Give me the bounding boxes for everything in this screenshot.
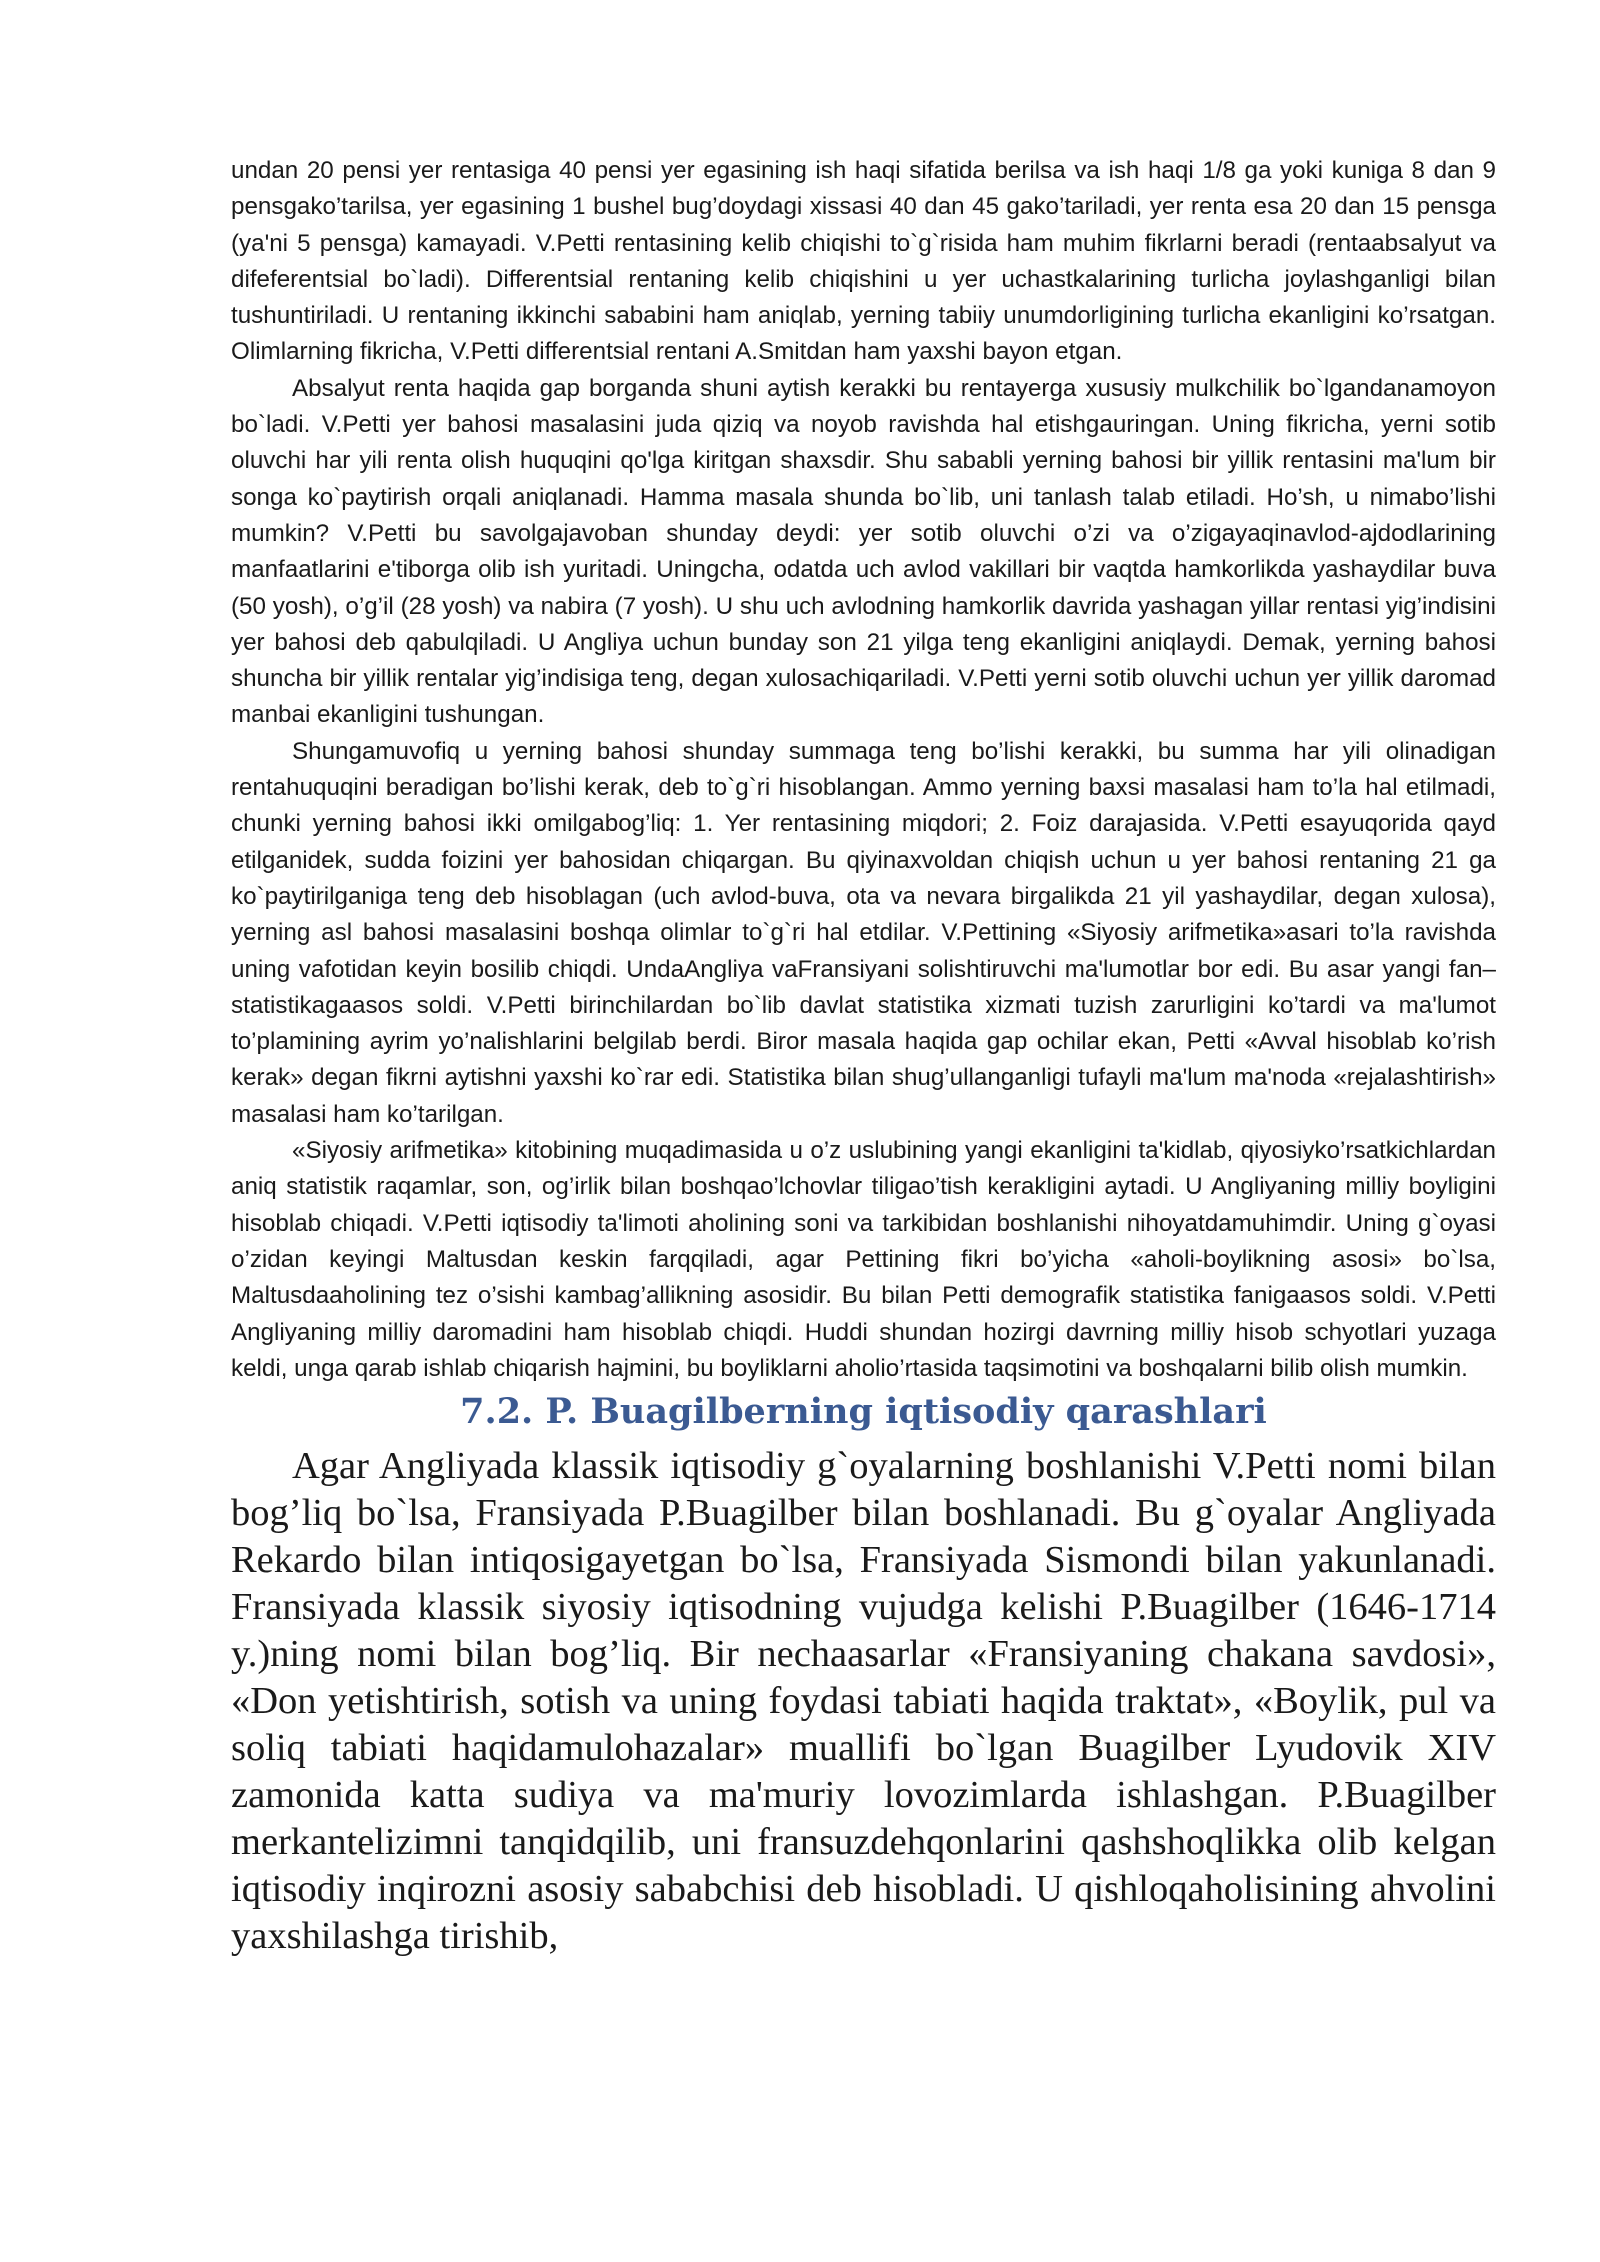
paragraph-absolute-rent: Absalyut renta haqida gap borganda shuni aytish kerakki bu rentayerga xususiy mulkchilik bo`lgandanamoyon bo`ladi. V.Petti yer bahosi masalasini juda qiziq va noyob ravishda hal etishgauringan. Uning fikricha, yerni sotib oluvchi har yili renta olish huquqini qo'lga kiritgan shaxsdir. Shu sababli yerning bahosi bir yillik rentasini ma'lum bir songa ko`paytirish orqali aniqlanadi. Hamma masala shunda bo`lib, uni tanlash talab etiladi. Ho’sh, u nimabo’lishi mumkin? V.Petti bu savolgajavoban shunday deydi: yer sotib oluvchi o’zi va o’zigayaqinavlod-ajdodlarining manfaatlarini e'tiborga olib ish yuritadi. Uningcha, odatda uch avlod vakillari bir vaqtda hamkorlikda yashaydilar buva (50 yosh), o’g’il (28 yosh) va nabira (7 yosh). U shu uch avlodning hamkorlik davrida yashagan yillar rentasi yig’indisini yer bahosi deb qabulqiladi. U Angliya uchun bunday son 21 yilga teng ekanligini aniqlaydi. Demak, yerning bahosi shuncha bir yillik rentalar yig’indisiga teng, degan xulosachiqariladi. V.Petti yerni sotib oluvchi uchun yer yillik daromad manbai ekanligini tushungan. xyxy=(231,374,1496,729)
paragraph-political-arithmetic: «Siyosiy arifmetika» kitobining muqadimasida u o’z uslubining yangi ekanligini ta'kidlab, qiyosiyko’rsatkichlardan aniq statistik raqamlar, son, og’irlik bilan boshqao’lchovlar tiligao’tish kerakligini aytadi. U Angliyaning milliy boyligini hisoblab chiqadi. V.Petti iqtisodiy ta'limoti aholining soni va tarkibidan boshlanishi nihoyatdamuhimdir. Uning g`oyasi o’zidan keyingi Maltusdan keskin farqqiladi, agar Pettining fikri bo’yicha «aholi-boylikning asosi» bo`lsa, Maltusdaaholining tez o’sishi kambag’allikning asosidir. Bu bilan Petti demografik statistika fanigaasos soldi. V.Petti Angliyaning milliy daromadini ham hisoblab chiqdi. Huddi shundan hozirgi davrning milliy hisob schyotlari yuzaga keldi, unga qarab ishlab chiqarish hajmini, bu boyliklarni aholio’rtasida taqsimotini va boshqalarni bilib olish mumkin. xyxy=(231,1137,1496,1382)
paragraph-rent-intro: undan 20 pensi yer rentasiga 40 pensi yer egasining ish haqi sifatida berilsa va ish haqi 1/8 ga yoki kuniga 8 dan 9 pensgako’tarilsa, yer egasining 1 bushel bug’doydagi xissasi 40 dan 45 gako’tariladi, yer renta esa 20 dan 15 pensga (ya'ni 5 pensga) kamayadi. V.Petti rentasining kelib chiqishi to`g`risida ham muhim fikrlarni beradi (rentaabsalyut va difeferentsial bo`ladi). Differentsial rentaning kelib chiqishini u yer uchastkalarining turlicha joylashganligi bilan tushuntiriladi. U rentaning ikkinchi sababini ham aniqlab, yerning tabiiy unumdorligining turlicha ekanligini ko’rsatgan. Olimlarning fikricha, V.Petti differentsial rentani A.Smitdan ham yaxshi bayon etgan. xyxy=(231,157,1496,366)
paragraph-land-price: Shungamuvofiq u yerning bahosi shunday summaga teng bo’lishi kerakki, bu summa har yili olinadigan rentahuquqini beradigan bo’lishi kerak, deb to`g`ri hisoblangan. Ammo yerning baxsi masalasi ham to’la hal etilmadi, chunki yerning bahosi ikki omilgabog’liq: 1. Yer rentasining miqdori; 2. Foiz darajasida. V.Petti esayuqorida qayd etilganidek, sudda foizini yer bahosidan chiqargan. Bu qiyinaxvoldan chiqish uchun u yer bahosi rentaning 21 ga ko`paytirilganiga teng deb hisoblagan (uch avlod-buva, ota va nevara birgalikda 21 yil yashaydilar, degan xulosa), yerning asl bahosi masalasini boshqa olimlar to`g`ri hal etdilar. V.Pettining «Siyosiy arifmetika»asari to’la ravishda uning vafotidan keyin bosilib chiqdi. UndaAngliya vaFransiyani solishtiruvchi ma'lumotlar bor edi. Bu asar yangi fan–statistikagaasos soldi. V.Petti birinchilardan bo`lib davlat statistika xizmati tuzish zarurligini ko’tardi va ma'lumot to’plamining ayrim yo’nalishlarini belgilab berdi. Biror masala haqida gap ochilar ekan, Petti «Avval hisoblab ko’rish kerak» degan fikrni aytishni yaxshi ko`rar edi. Statistika bilan shug’ullanganligi tufayli ma'lum ma'noda «rejalashtirish» masalasi ham ko’tarilgan. xyxy=(231,737,1496,1128)
document-page xyxy=(231,153,1496,1960)
paragraph-buagilber: Agar Angliyada klassik iqtisodiy g`oyalarning boshlanishi V.Petti nomi bilan bog’liq bo`lsa, Fransiyada P.Buagilber bilan boshlanadi. Bu g`oyalar Angliyada Rekardo bilan intiqosigayetgan bo`lsa, Fransiyada Sismondi bilan yakunlanadi. Fransiyada klassik siyosiy iqtisodning vujudga kelishi P.Buagilber (1646-1714 y.)ning nomi bilan bog’liq. Bir nechaasarlar «Fransiyaning chakana savdosi», «Don yetishtirish, sotish va uning foydasi tabiati haqida traktat», «Boylik, pul va soliq tabiati haqidamulohazalar» muallifi bo`lgan Buagilber Lyudovik XIV zamonida katta sudiya va ma'muriy lovozimlarda ishlashgan. P.Buagilber merkantelizimni tanqidqilib, uni fransuzdehqonlarini qashshoqlikka olib kelgan iqtisodiy inqirozni asosiy sababchisi deb hisobladi. U qishloqaholisining ahvolini yaxshilashga tirishib, xyxy=(231,1445,1496,1958)
section-heading: 7.2. P. Buagilberning iqtisodiy qarashlari xyxy=(460,1391,1267,1433)
